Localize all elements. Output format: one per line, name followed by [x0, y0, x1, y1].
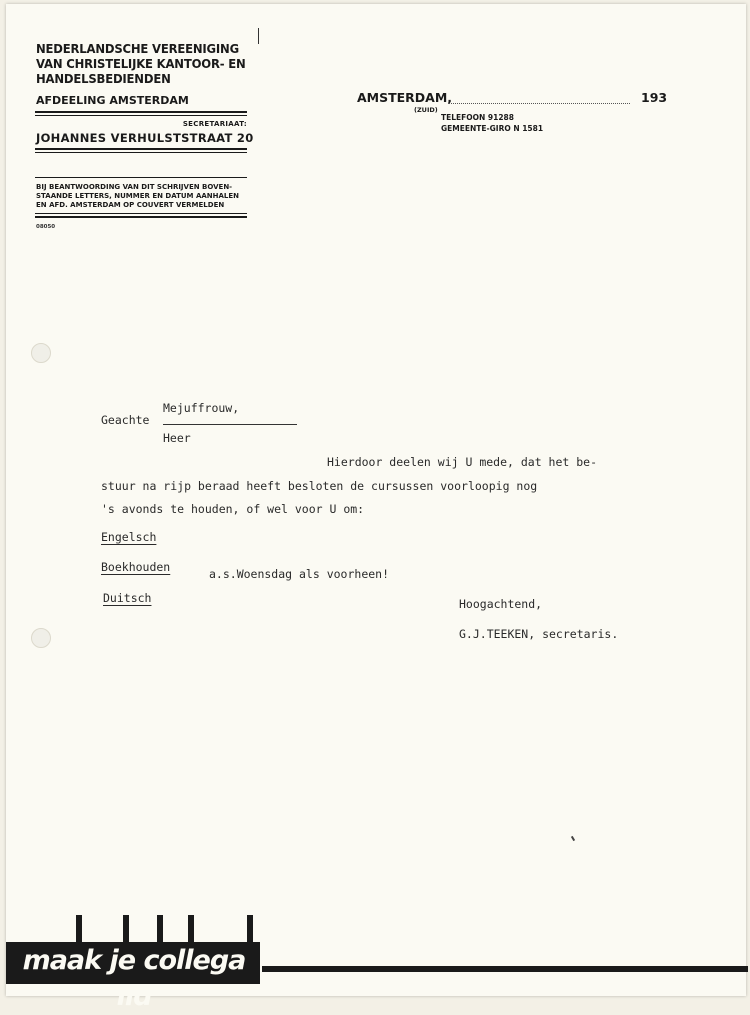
salutation-option-sir: Heer [163, 431, 191, 445]
salutation-word: Geachte [101, 413, 150, 427]
letterhead-rule [35, 115, 247, 116]
secretariat-address: JOHANNES VERHULSTSTRAAT 20 [36, 131, 254, 145]
signature: G.J.TEEKEN, secretaris. [459, 627, 619, 641]
reply-notice [36, 183, 251, 210]
secretariat-label: SECRETARIAAT: [182, 120, 247, 128]
giro-number: GEMEENTE-GIRO N 1581 [441, 124, 544, 133]
district-label: (ZUID) [414, 106, 438, 114]
reply-notice-line-2: STAANDE LETTERS, NUMMER EN DATUM AANHALEN [36, 192, 240, 200]
reply-notice-line-1: BIJ BEANTWOORDING VAN DIT SCHRIJVEN BOVEN- [36, 183, 233, 191]
reply-notice-line-3: EN AFD. AMSTERDAM OP COUVERT VERMELDEN [36, 201, 225, 209]
letterhead-rule [35, 111, 247, 113]
body-line: 's avonds te houden, of wel voor U om: [101, 502, 365, 516]
telephone-number: TELEFOON 91288 [441, 113, 514, 122]
slogan-text: maak je collega lid [22, 945, 246, 1012]
salutation-strike-line [163, 424, 297, 425]
footer-rule [262, 966, 748, 972]
body-line: stuur na rijp beraad heeft besloten de cursussen voorloopig nog [101, 479, 538, 493]
logo-bar [76, 915, 82, 945]
date-dotted-line [448, 103, 630, 104]
organization-name-line-2: VAN CHRISTELIJKE KANTOOR- EN [36, 56, 246, 71]
course-english: Engelsch [101, 530, 157, 544]
logo-bar [247, 915, 253, 945]
logo-bar [157, 915, 163, 945]
city-name: AMSTERDAM, [357, 90, 453, 105]
punch-hole [31, 343, 51, 363]
logo-bar [188, 915, 194, 945]
course-bookkeeping: Boekhouden [101, 560, 171, 574]
salutation-option-miss: Mejuffrouw, [163, 401, 240, 415]
print-code: 08050 [36, 224, 56, 230]
letterhead-rule [35, 148, 247, 150]
organization-name-line-3: HANDELSBEDIENDEN [36, 71, 171, 86]
letterhead-rule [35, 152, 247, 153]
organization-name-line-1: NEDERLANDSCHE VEREENIGING [36, 41, 239, 56]
body-line: Hierdoor deelen wij U mede, dat het be- [327, 455, 598, 469]
letterhead-rule [35, 213, 247, 214]
letterhead-rule [35, 177, 247, 178]
logo-bar [123, 915, 129, 945]
fold-mark [258, 28, 259, 44]
letterhead-rule [35, 216, 247, 218]
closing: Hoogachtend, [459, 597, 543, 611]
course-german: Duitsch [103, 591, 152, 605]
department-name: AFDEELING AMSTERDAM [36, 94, 189, 107]
organization-name [36, 41, 246, 86]
course-note: a.s.Woensdag als voorheen! [209, 567, 390, 581]
year-prefix: 193 [641, 90, 668, 105]
punch-hole [31, 628, 51, 648]
